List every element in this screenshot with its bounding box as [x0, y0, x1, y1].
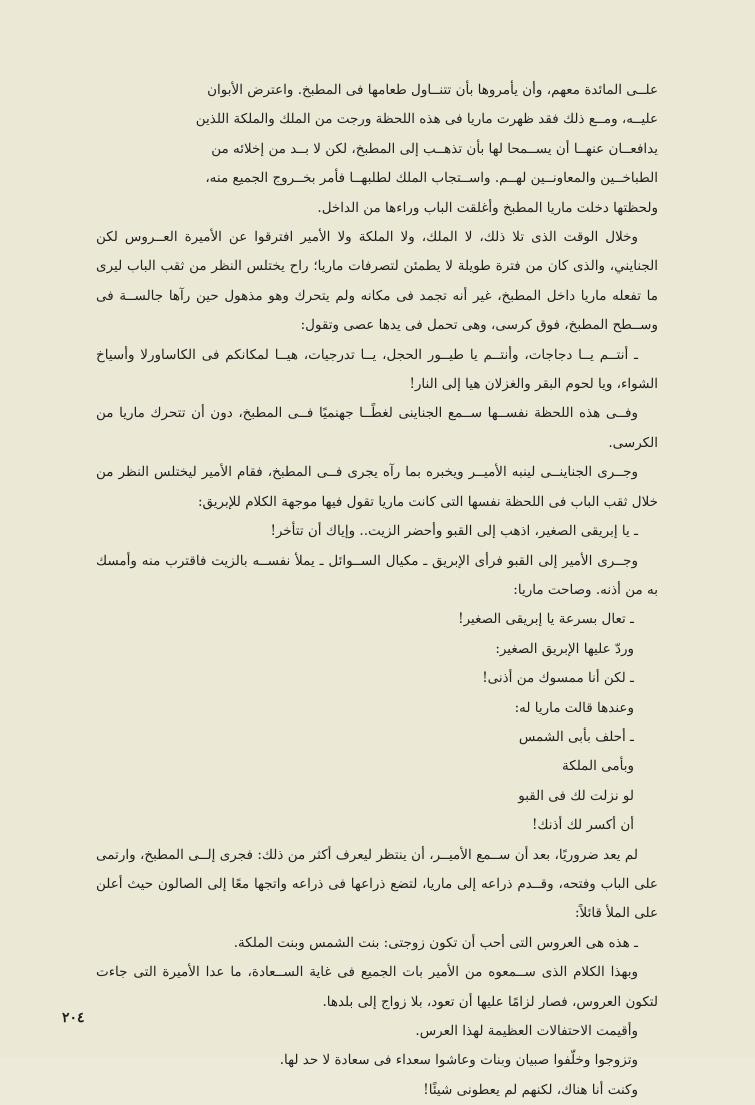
paragraph: وبهذا الكلام الذى ســمعوه من الأمير بات الجميع فى غاية الســعادة، ما عدا الأميرة التى جاءت لتكون العروس، فصار لزامًا عليها أن تعود، بلا زواج إلى بلدها. [96, 964, 658, 1010]
paragraph: وجــرى الجناينــى لينبه الأميــر ويخبره بما رآه يجرى فــى المطبخ، فقام الأمير ليختلس النظر من خلال ثقب الباب فى اللحظة نفسها التى كانت ماريا تقول فيها موجهة الكلام للإبريق: [96, 464, 658, 510]
paragraph: ـ هذه هى العروس التى أحب أن تكون زوجتى: بنت الشمس وبنت الملكة. [233, 934, 638, 951]
verse-line: ـ تعال بسرعة يا إبريقى الصغير! [458, 611, 634, 628]
paragraph: وفــى هذه اللحظة نفســها ســمع الجناينى لغطًــا جهنميًا فــى المطبخ، دون أن تتحرك ماريا من الكرسى. [96, 405, 658, 451]
verse-line: ـ أحلف بأبى الشمس [518, 728, 634, 745]
paragraph: ـ يا إبريقى الصغير، اذهب إلى القبو وأحضر الزيت.. وإياك أن تتأخر! [270, 523, 638, 540]
paragraph: وأقيمت الاحتفالات العظيمة لهذا العرس. [415, 1023, 638, 1039]
verse-line: أن أكسر لك أذنك! [531, 817, 634, 834]
paragraph: وخلال الوقت الذى تلا ذلك، لا الملك، ولا الملكة ولا الأمير افترقوا عن الأميرة العــروس لكن الجنايني، والذى كان من فترة طويلة لا يطمئن لتصرفات ماريا؛ راح يختلس النظر من ثقب الباب ليرى ما تفعله ماريا داخل المطبخ، غير أنه تجمد فى مكانه ولم يتحرك وهو مذهول حين رآها جالســة فى وســطح المطبخ، فوق كرسى، وهى تحمل فى يدها عصى وتقول: [96, 229, 658, 334]
verse-line: وبأمى الملكة [562, 758, 634, 775]
paragraph: ولحظتها دخلت ماريا المطبخ وأغلقت الباب وراءها من الداخل. [317, 199, 658, 216]
page-number: ٢٠٤ [62, 1010, 85, 1026]
paragraph: ـ أنتــم يــا دجاجات، وأنتــم يا طيــور الحجل، يــا تدرجيات، هيــا لمكانكم فى الكاساورلا وأسياخ الشواء، ويا لحوم البقر والغزلان هيا إلى النار! [96, 346, 658, 393]
paragraph: يدافعــان عنهــا أن يســمحا لها بأن تذهــب إلى المطبخ، لكن لا بــد من إخلائه من [211, 140, 658, 157]
verse-line: لو نزلت لك فى القبو [518, 787, 634, 804]
verse-line: وردّ عليها الإبريق الصغير: [495, 640, 634, 657]
paragraph: وتزوجوا وخلّفوا صبيان وبنات وعاشوا سعداء فى سعادة لا حد لها. [279, 1052, 638, 1069]
verse-line: وعندها قالت ماريا له: [514, 699, 634, 716]
verse-line: ـ لكن أنا ممسوك من أذنى! [482, 670, 634, 687]
paragraph: لم يعد ضروريًا، بعد أن ســمع الأميــر، أن ينتظر ليعرف أكثر من ذلك: فجرى إلــى المطبخ، وارتمى على الباب وفتحه، وقــدم ذراعه إلى ماريا، لتضع ذراعها فى ذراعه واتجها معًا إلى الصالون حيث أعلن على الملأ قائلاً: [96, 846, 658, 922]
paragraph: وكنت أنا هناك، لكنهم لم يعطونى شيئًا! [423, 1081, 638, 1098]
paragraph: وجــرى الأمير إلى القبو فرأى الإبريق ـ مكيال الســوائل ـ يملأ نفســه بالزيت فاقترب منه وأمسك به من أذنه. وصاحت ماريا: [96, 552, 658, 598]
paragraph: عليــه، ومــع ذلك فقد ظهرت ماريا فى هذه اللحظة ورجت من الملك والملكة اللذين [195, 111, 658, 128]
paragraph: علــى المائدة معهم، وأن يأمروها بأن تتنــاول طعامها فى المطبخ. واعترض الأبوان [207, 82, 658, 98]
body-text [96, 76, 658, 1105]
paragraph: الطباخــين والمعاونــين لهــم. واســتجاب الملك لطلبهــا فأمر بخــروج الجميع منه، [205, 170, 658, 187]
